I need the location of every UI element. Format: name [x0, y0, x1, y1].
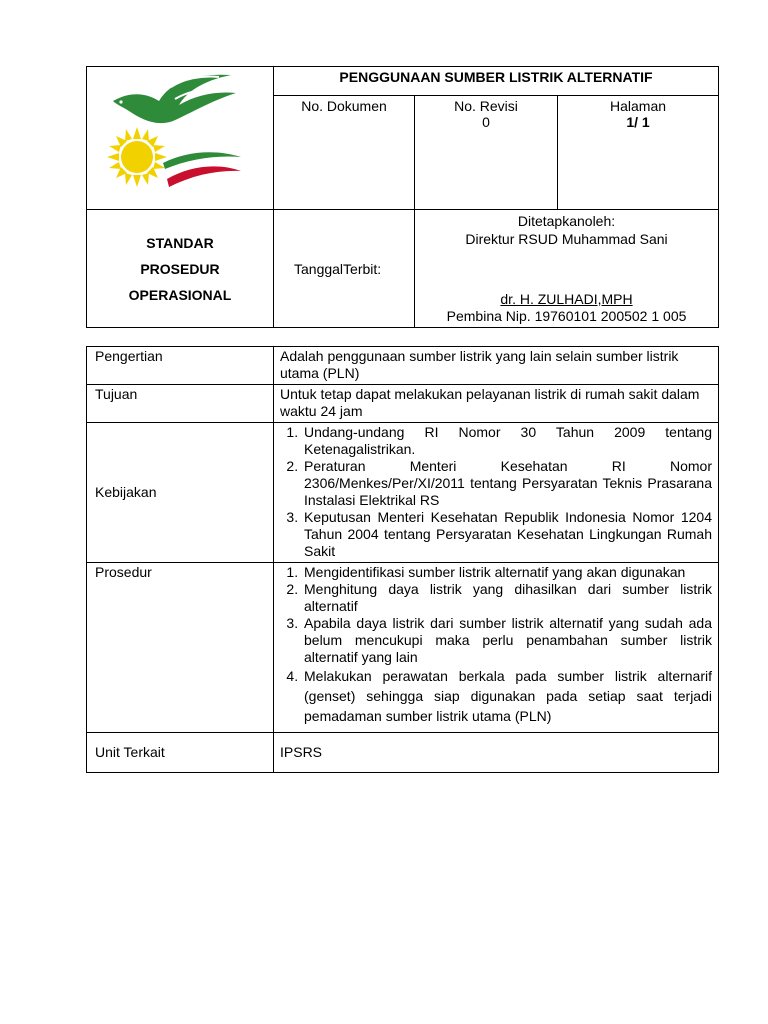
kebijakan-label: Kebijakan	[87, 423, 274, 563]
sop-line-3: OPERASIONAL	[128, 286, 232, 303]
list-item: 4. Melakukan perawatan berkala pada sumber listrik alternarif (genset) sehingga siap digunakan pada setiap saat terjadi pemadaman sumber listrik utama (PLN)	[302, 666, 712, 726]
no-revisi-value: 0	[482, 114, 490, 130]
no-revisi-label: No. Revisi	[454, 98, 518, 114]
list-item: 2. Menghitung daya listrik yang dihasilkan dari sumber listrik alternatif	[302, 581, 712, 615]
ditetapkan-cell	[415, 210, 719, 328]
prosedur-label: Prosedur	[87, 563, 274, 733]
tanggal-terbit-cell	[274, 210, 415, 328]
unit-terkait-label: Unit Terkait	[87, 733, 274, 773]
no-dokumen-label: No. Dokumen	[301, 98, 387, 114]
dove-wing-icon	[113, 75, 236, 123]
row-pengertian	[87, 347, 719, 385]
sop-header-table	[86, 66, 719, 328]
signer-name: dr. H. ZULHADI,MPH	[500, 291, 633, 307]
green-swoosh-icon	[163, 152, 241, 169]
row-kebijakan	[87, 423, 719, 563]
row-unit-terkait	[87, 733, 719, 773]
list-item: 1. Undang-undang RI Nomor 30 Tahun 2009 tentang Ketenagalistrikan.	[302, 424, 712, 458]
ditetapkan-label: Ditetapkanoleh:	[517, 213, 616, 229]
sop-line-2: PROSEDUR	[140, 260, 220, 277]
list-item: 3. Keputusan Menteri Kesehatan Republik Indonesia Nomor 1204 Tahun 2004 tentang Persyaratan Kesehatan Lingkungan Rumah Sakit	[302, 509, 712, 560]
kebijakan-list	[280, 424, 712, 560]
red-swoosh-icon	[167, 166, 241, 187]
sop-content-table	[86, 346, 719, 773]
halaman-value: 1/ 1	[626, 114, 650, 130]
pengertian-label: Pengertian	[87, 347, 274, 385]
signer-nip: Pembina Nip. 19760101 200502 1 005	[446, 308, 687, 324]
no-dokumen-cell	[274, 96, 415, 210]
hospital-logo-icon	[101, 71, 241, 207]
document-title: PENGGUNAAN SUMBER LISTRIK ALTERNATIF	[274, 67, 719, 96]
row-tujuan	[87, 385, 719, 423]
list-item: 1. Mengidentifikasi sumber listrik alternatif yang akan digunakan	[302, 564, 712, 581]
sun-icon	[107, 127, 167, 187]
sop-line-1: STANDAR	[146, 234, 214, 251]
kebijakan-list-cell	[274, 423, 719, 563]
prosedur-list-cell	[274, 563, 719, 733]
row-prosedur	[87, 563, 719, 733]
pengertian-text: Adalah penggunaan sumber listrik yang lain selain sumber listrik utama (PLN)	[274, 347, 719, 385]
list-item: 2. Peraturan Menteri Kesehatan RI Nomor 2306/Menkes/Per/XI/2011 tentang Persyaratan Teknis Prasarana Instalasi Elektrikal RS	[302, 458, 712, 509]
tanggal-terbit-label: TanggalTerbit:	[294, 260, 382, 277]
unit-terkait-text: IPSRS	[274, 733, 719, 773]
logo-cell	[87, 67, 274, 210]
no-revisi-cell	[415, 96, 558, 210]
sop-heading	[87, 210, 274, 328]
tujuan-text: Untuk tetap dapat melakukan pelayanan listrik di rumah sakit dalam waktu 24 jam	[274, 385, 719, 423]
tujuan-label: Tujuan	[87, 385, 274, 423]
ditetapkan-jabatan: Direktur RSUD Muhammad Sani	[465, 231, 668, 247]
halaman-label: Halaman	[610, 98, 667, 114]
list-item: 3. Apabila daya listrik dari sumber listrik alternatif yang sudah ada belum mencukupi maka perlu penambahan sumber listrik alternatif yang lain	[302, 615, 712, 666]
prosedur-list	[280, 564, 712, 726]
halaman-cell	[558, 96, 719, 210]
